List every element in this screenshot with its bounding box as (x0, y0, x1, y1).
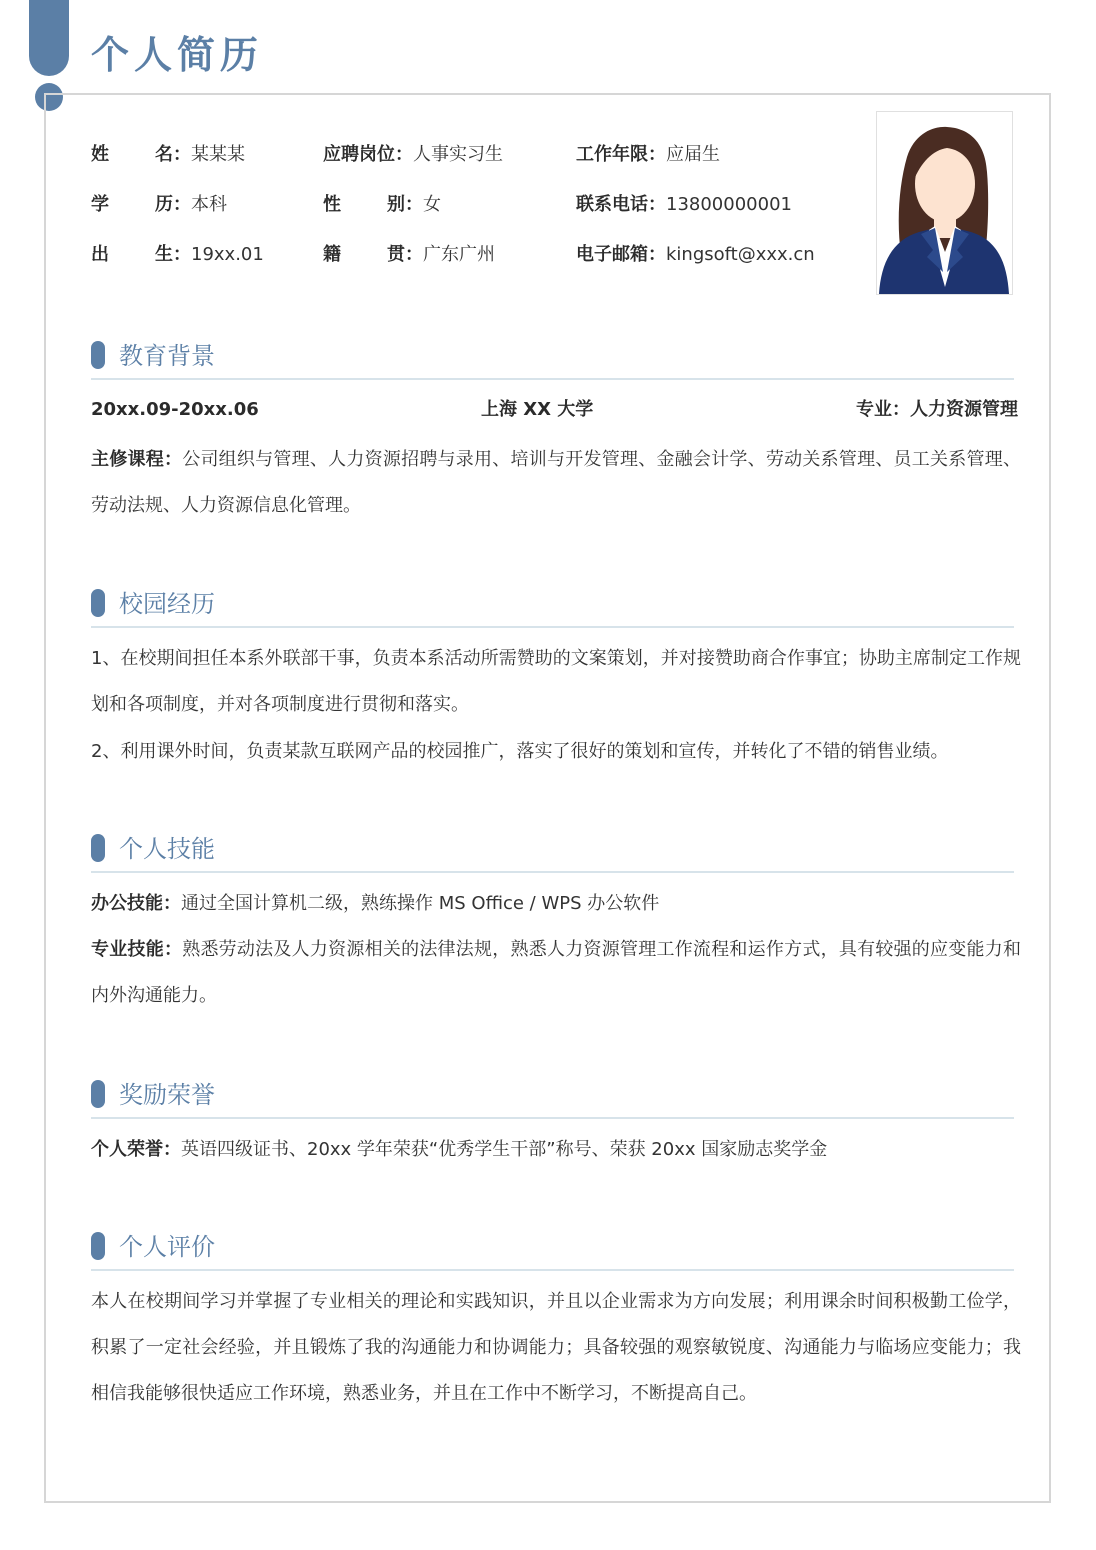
info-years-label: 工作年限 (576, 144, 648, 165)
skills-office-label: 办公技能： (91, 893, 181, 914)
info-colon: ： (173, 144, 191, 165)
info-email-value: kingsoft@xxx.cn (666, 244, 815, 265)
info-gender-label: 性别 (323, 194, 405, 215)
info-birth (91, 242, 264, 268)
info-education (91, 192, 227, 218)
education-period: 20xx.09-20xx.06 (91, 399, 259, 420)
info-colon: ： (648, 244, 666, 265)
skills-office (91, 881, 1021, 927)
education-major: 专业：人力资源管理 (856, 399, 1018, 420)
section-marker-icon (91, 1232, 105, 1260)
info-name-value: 某某某 (191, 144, 245, 165)
info-colon: ： (395, 144, 413, 165)
skills-pro-label: 专业技能： (91, 939, 183, 960)
section-title-awards (91, 1080, 215, 1110)
education-school: 上海 XX 大学 (481, 399, 594, 420)
section-title-campus (91, 589, 215, 619)
info-birth-label: 出生 (91, 244, 173, 265)
skills-office-text: 通过全国计算机二级，熟练操作 MS Office / WPS 办公软件 (181, 893, 660, 914)
info-colon: ： (405, 244, 423, 265)
profile-photo (876, 111, 1013, 295)
awards-text: 英语四级证书、20xx 学年荣获“优秀学生干部”称号、荣获 20xx 国家励志奖学金 (181, 1139, 828, 1160)
section-title-evaluation (91, 1232, 215, 1262)
awards-honors (91, 1127, 1021, 1173)
section-title-skills-text: 个人技能 (119, 835, 215, 863)
section-marker-icon (91, 1080, 105, 1108)
info-phone (576, 192, 792, 218)
info-colon: ： (648, 144, 666, 165)
info-email (576, 242, 815, 268)
header-accent-bar (29, 0, 69, 76)
evaluation-text: 本人在校期间学习并掌握了专业相关的理论和实践知识，并且以企业需求为方向发展；利用课余时间积极勤工俭学，积累了一定社会经验，并且锻炼了我的沟通能力和协调能力；具备较强的观察敏锐度、沟通能力与临场应变能力；我相信我能够很快适应工作环境，熟悉业务，并且在工作中不断学习，不断提高自己。 (91, 1291, 1021, 1404)
page-title: 个人简历 (91, 33, 264, 77)
section-divider (91, 378, 1014, 380)
info-origin (323, 242, 495, 268)
section-marker-icon (91, 341, 105, 369)
info-colon: ： (405, 194, 423, 215)
education-courses-text: 公司组织与管理、人力资源招聘与录用、培训与开发管理、金融会计学、劳动关系管理、员工关系管理、劳动法规、人力资源信息化管理。 (91, 449, 1021, 516)
info-position (323, 142, 503, 168)
campus-item-1: 1、在校期间担任本系外联部干事，负责本系活动所需赞助的文案策划，并对接赞助商合作事宜；协助主席制定工作规划和各项制度，并对各项制度进行贯彻和落实。 (91, 648, 1021, 715)
info-years-value: 应届生 (666, 144, 720, 165)
section-title-awards-text: 奖励荣誉 (119, 1081, 215, 1109)
section-title-campus-text: 校园经历 (119, 590, 215, 618)
info-colon: ： (648, 194, 666, 215)
info-email-label: 电子邮箱 (576, 244, 648, 265)
info-name-label: 姓名 (91, 144, 173, 165)
skills-professional (91, 927, 1021, 1019)
info-phone-value: 13800000001 (666, 194, 792, 215)
info-years (576, 142, 720, 168)
info-colon: ： (173, 244, 191, 265)
skills-pro-text: 熟悉劳动法及人力资源相关的法律法规，熟悉人力资源管理工作流程和运作方式，具有较强的应变能力和内外沟通能力。 (91, 939, 1021, 1006)
section-marker-icon (91, 589, 105, 617)
info-birth-value: 19xx.01 (191, 244, 264, 265)
info-name (91, 142, 245, 168)
info-education-label: 学历 (91, 194, 173, 215)
education-courses-label: 主修课程： (91, 449, 183, 470)
section-title-evaluation-text: 个人评价 (119, 1233, 215, 1261)
info-position-label: 应聘岗位 (323, 144, 395, 165)
section-title-education-text: 教育背景 (119, 342, 215, 370)
info-colon: ： (173, 194, 191, 215)
avatar-icon (877, 112, 1012, 294)
info-position-value: 人事实习生 (413, 144, 503, 165)
section-divider (91, 1117, 1014, 1119)
section-title-education (91, 341, 215, 371)
section-divider (91, 1269, 1014, 1271)
info-origin-label: 籍贯 (323, 244, 405, 265)
info-phone-label: 联系电话 (576, 194, 648, 215)
section-marker-icon (91, 834, 105, 862)
campus-item-2: 2、利用课外时间，负责某款互联网产品的校园推广，落实了很好的策划和宣传，并转化了不错的销售业绩。 (91, 741, 949, 762)
section-divider (91, 871, 1014, 873)
section-title-skills (91, 834, 215, 864)
education-courses (91, 437, 1021, 529)
section-divider (91, 626, 1014, 628)
info-origin-value: 广东广州 (423, 244, 495, 265)
awards-label: 个人荣誉： (91, 1139, 181, 1160)
info-gender-value: 女 (423, 194, 441, 215)
info-gender (323, 192, 441, 218)
info-education-value: 本科 (191, 194, 227, 215)
